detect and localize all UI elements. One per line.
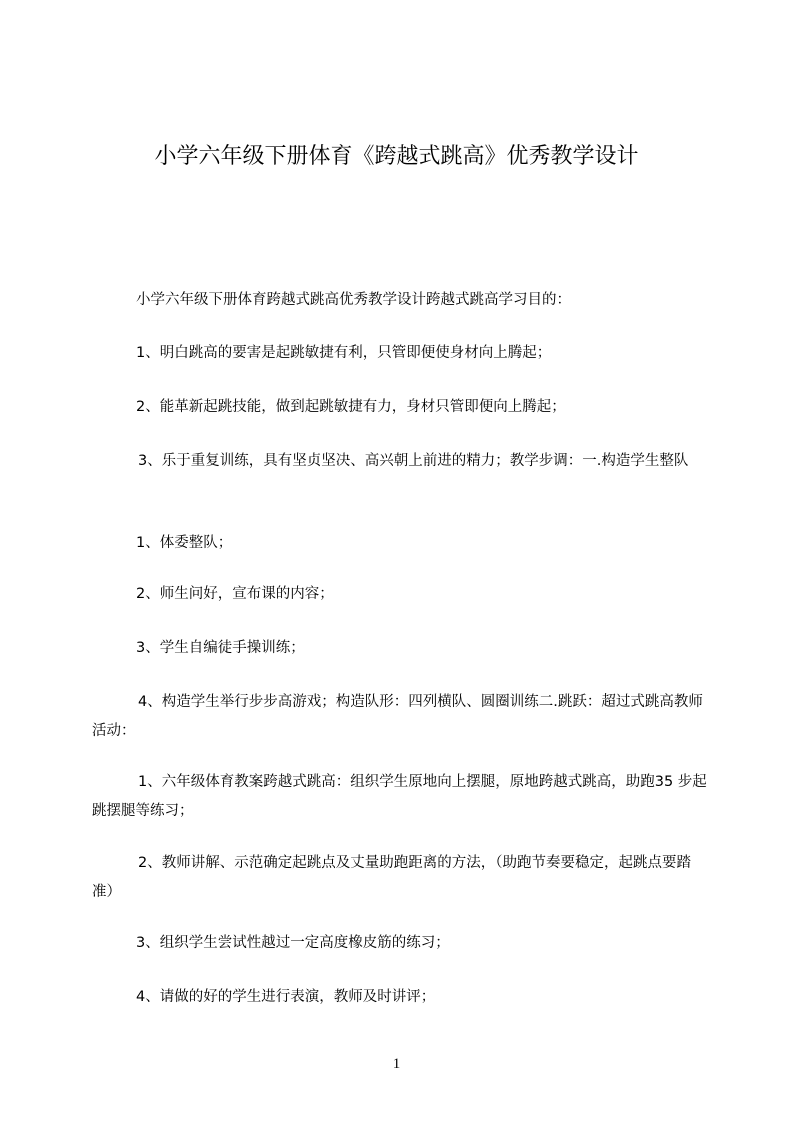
- paragraph-intro: 小学六年级下册体育跨越式跳高优秀教学设计跨越式跳高学习目的：: [136, 292, 571, 308]
- paragraph-activity-4: 4、请做的好的学生进行表演，教师及时讲评；: [136, 989, 436, 1005]
- paragraph-goal-2: 2、能革新起跳技能，做到起跳敏捷有力，身材只管即便向上腾起；: [136, 399, 566, 415]
- page-number: 1: [392, 1056, 401, 1072]
- paragraph-step-3: 3、学生自编徒手操训练；: [136, 640, 305, 656]
- paragraph-activity-1: 1、六年级体育教案跨越式跳高：组织学生原地向上摆腿，原地跨越式跳高，助跑35 步起跳摆腿等练习；: [92, 774, 707, 819]
- paragraph-step-2: 2、师生问好，宣布课的内容；: [136, 586, 334, 602]
- paragraph-activity-2: 2、教师讲解、示范确定起跳点及丈量助跑距离的方法，（助跑节奏要稳定，起跳点要踏准）: [92, 855, 691, 900]
- paragraph-goal-3: 3、乐于重复训练，具有坚贞坚决、高兴朝上前进的精力；教学步调：一.构造学生整队: [138, 453, 689, 469]
- paragraph-goal-1: 1、明白跳高的要害是起跳敏捷有利，只管即便使身材向上腾起；: [136, 345, 552, 361]
- document-title: 小学六年级下册体育《跨越式跳高》优秀教学设计: [154, 144, 639, 169]
- paragraph-step-4: 4、构造学生举行步步高游戏；构造队形：四列横队、圆圈训练二.跳跃：超过式跳高教师活动：: [92, 694, 703, 739]
- paragraph-activity-3: 3、组织学生尝试性越过一定高度橡皮筋的练习；: [136, 935, 450, 951]
- paragraph-step-1: 1、体委整队；: [136, 535, 233, 551]
